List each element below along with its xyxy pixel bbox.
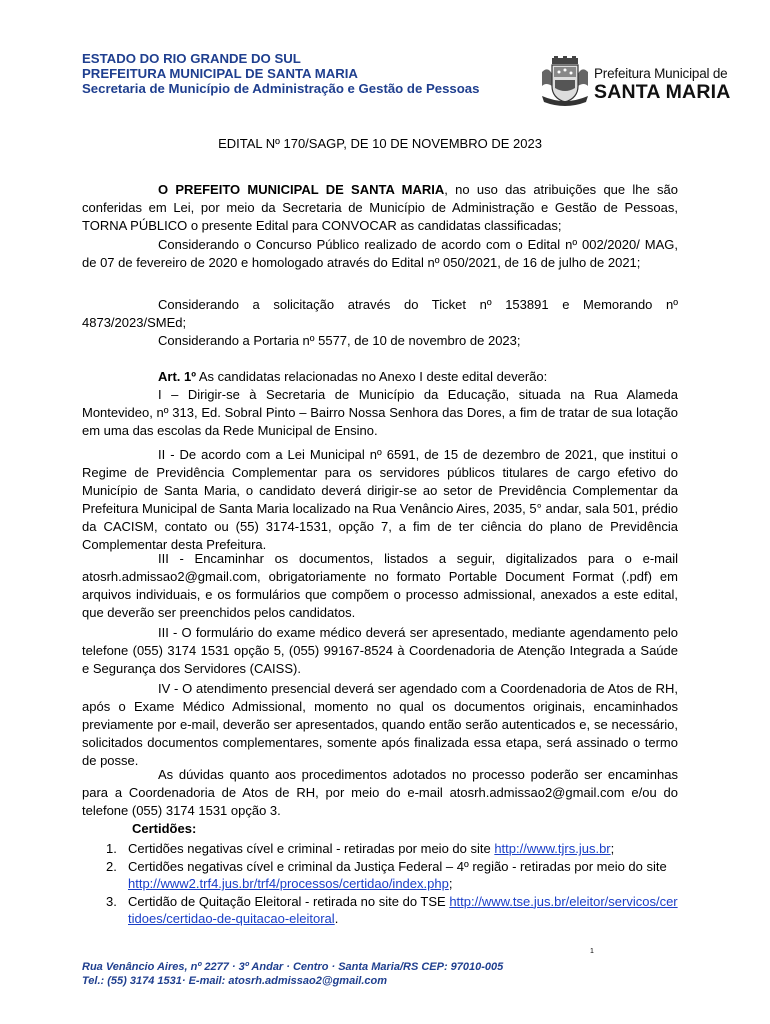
duvidas-paragraph: As dúvidas quanto aos procedimentos adotados no processo poderão ser encaminhas para a Coordenadoria de Atos de RH, por meio do e-mail atosrh.admissao2@gmail.com e/ou do telefone (055) 3174 1531 opção 3. [82,767,678,818]
considerando-3: Considerando a Portaria nº 5577, de 10 de novembro de 2023; [158,333,521,348]
tjrs-link[interactable]: http://www.tjrs.jus.br [494,841,611,856]
footer-address: Rua Venâncio Aires, nº 2277 · 3º Andar · Centro · Santa Maria/RS CEP: 97010-005 [82,961,504,973]
intro-text: , no uso das atribuições que lhe são conferidas em Lei, por meio da Secretaria de Município de Administração e Gestão de Pessoas, TORNA PÚBLICO o presente Edital para CONVOCAR as candidatas classificadas; [82,182,678,233]
art-1 [82,368,678,386]
list-item: 3. Certidão de Quitação Eleitoral - retirada no site do TSE http://www.tse.jus.br/eleitor/servicos/certidoes/certidao-de-quitacao-eleitoral. [106,893,678,926]
intro-bold: O PREFEITO MUNICIPAL DE SANTA MARIA [158,182,445,197]
certidoes-title: Certidões: [132,821,197,836]
art-1-label: Art. 1º [158,369,196,384]
certidoes-list [82,840,678,928]
city-hall-name: PREFEITURA MUNICIPAL DE SANTA MARIA [82,66,358,81]
considerando-1: Considerando o Concurso Público realizado de acordo com o Edital nº 002/2020/ MAG, de 07 de fevereiro de 2020 e homologado através do Edital nº 050/2021, de 16 de julho de 2021; [82,237,678,270]
list-item: 2. Certidões negativas cível e criminal da Justiça Federal – 4º região - retiradas por meio do site http://www2.trf4.jus.br/trf4/processos/certidao/index.php; [106,858,667,891]
item-ii: II - De acordo com a Lei Municipal nº 6591, de 15 de dezembro de 2021, que institui o Regime de Previdência Complementar para os servidores públicos titulares de cargo efetivo do Município de Santa Maria, o candidato deverá dirigir-se ao setor de Previdência Complementar da Prefeitura Municipal de Santa Maria localizado na Rua Venâncio Aires, 2035, 5° andar, sala 501, prédio da CACISM, contato ou (55) 3174-1531, opção 7, a fim de ter ciência do plano de Previdência Complementar desta Prefeitura. [82,447,678,552]
department-name: Secretaria de Município de Administração e Gestão de Pessoas [82,81,480,96]
footer [82,960,682,988]
logo-prefix: Prefeitura Municipal de [594,66,728,81]
logo-city: SANTA MARIA [594,81,731,103]
trf4-link[interactable]: http://www2.trf4.jus.br/trf4/processos/certidao/index.php [128,876,449,891]
art-1-text: As candidatas relacionadas no Anexo I deste edital deverão: [195,369,548,384]
state-name: ESTADO DO RIO GRANDE DO SUL [82,51,301,66]
item-iii-documents: III - Encaminhar os documentos, listados a seguir, digitalizados para o e-mail atosrh.admissao2@gmail.com, obrigatoriamente no formato Portable Document Format (.pdf) em arquivos individuais, e os formulários que compõem o processo admissional, anexados a este edital, que deverão ser preenchidos pelos candidatos. [82,551,678,620]
edital-title: EDITAL Nº 170/SAGP, DE 10 DE NOVEMBRO DE 2023 [218,136,542,151]
footer-contact: Tel.: (55) 3174 1531· E-mail: atosrh.admissao2@gmail.com [82,975,387,987]
item-iv: IV - O atendimento presencial deverá ser agendado com a Coordenadoria de Atos de RH, após o Exame Médico Admissional, momento no qual os documentos originais, encaminhados previamente por e-mail, deverão ser apresentados, quando então serão autenticados e, se necessário, solicitados documentos complementares, somente após finalizada essa etapa, será assinado o termo de posse. [82,681,678,768]
considerando-2: Considerando a solicitação através do Ticket nº 153891 e Memorando nº 4873/2023/SMEd; [82,297,678,330]
intro-paragraph [82,181,678,235]
page-number: 1 [590,948,594,955]
item-i: I – Dirigir-se à Secretaria de Município da Educação, situada na Rua Alameda Montevideo, nº 313, Ed. Sobral Pinto – Bairro Nossa Senhora das Dores, a fim de tratar de sua lotação em uma das escolas da Rede Municipal de Ensino. [82,387,678,438]
list-item: 1. Certidões negativas cível e criminal - retiradas por meio do site http://www.tjrs.jus.br; [106,841,615,856]
tse-link[interactable]: http://www.tse.jus.br/eleitor/servicos/certidoes/certidao-de-quitacao-eleitoral [128,893,678,926]
city-logo [538,56,731,108]
coat-of-arms-icon [538,56,592,108]
item-iii-medical: III - O formulário do exame médico deverá ser apresentado, mediante agendamento pelo telefone (055) 3174 1531 opção 5, (055) 99167-8524 à Coordenadoria de Atenção Integrada a Saúde e Segurança dos Servidores (CAISS). [82,625,678,676]
